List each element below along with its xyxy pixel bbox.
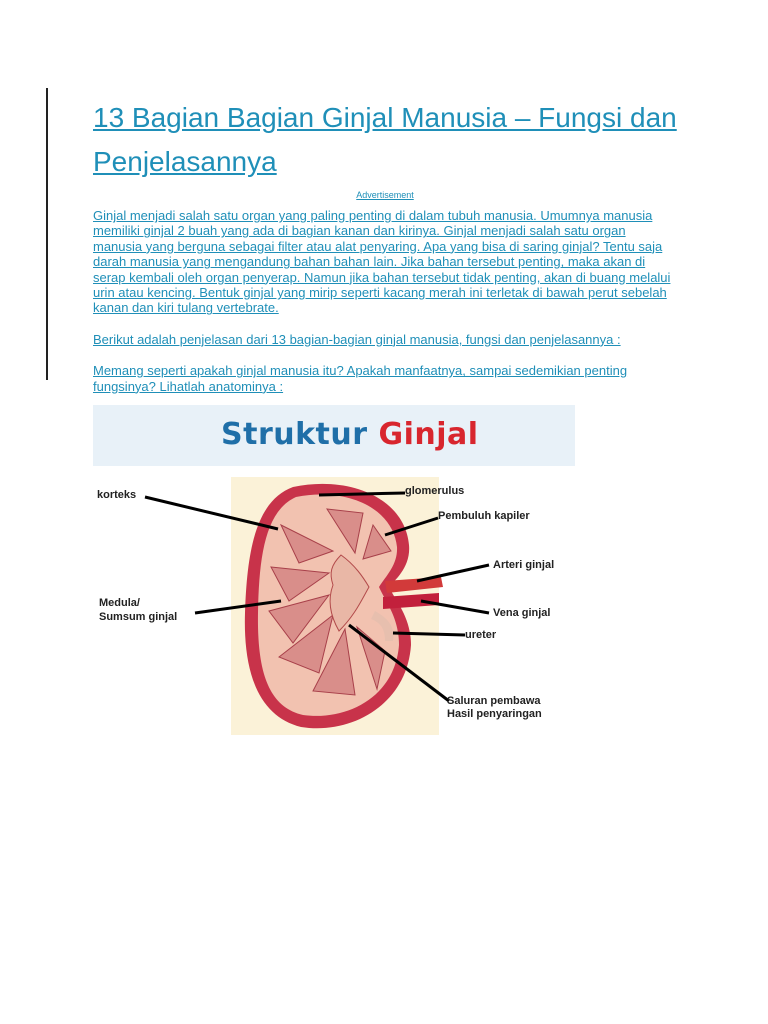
label-arteri-ginjal: Arteri ginjal <box>493 559 555 571</box>
label-sumsum-ginjal: Sumsum ginjal <box>99 611 178 623</box>
label-saluran-pembawa: Saluran pembawa <box>447 695 541 707</box>
explanation-paragraph[interactable]: Berikut adalah penjelasan dari 13 bagian-bagian ginjal manusia, fungsi dan penjelasannya : <box>93 331 621 347</box>
advertisement-label[interactable]: Advertisement <box>356 190 414 200</box>
label-pembuluh-kapiler: Pembuluh kapiler <box>438 510 530 522</box>
figure-title-word1: Struktur <box>221 417 368 452</box>
article-title[interactable]: 13 Bagian Bagian Ginjal Manusia – Fungsi dan Penjelasannya <box>93 102 677 177</box>
anatomy-paragraph[interactable]: Memang seperti apakah ginjal manusia itu? Apakah manfaatnya, sampai sedemikian penting fungsinya? Lihatlah anatominya : <box>93 363 628 394</box>
label-glomerulus: glomerulus <box>405 485 465 497</box>
kidney-diagram <box>93 405 575 737</box>
kidney-structure-figure <box>93 405 575 737</box>
figure-title-word2: Ginjal <box>378 417 479 452</box>
article-content <box>93 96 677 410</box>
label-vena-ginjal: Vena ginjal <box>493 607 551 619</box>
label-korteks: korteks <box>97 489 137 501</box>
label-ureter: ureter <box>465 629 497 641</box>
label-hasil-penyaringan: Hasil penyaringan <box>447 708 542 720</box>
left-margin-bar <box>46 88 48 380</box>
intro-paragraph[interactable]: Ginjal menjadi salah satu organ yang paling penting di dalam tubuh manusia. Umumnya manusia memiliki ginjal 2 buah yang ada di bagian kanan dan kirinya. Ginjal menjadi salah satu organ manusia yang berguna sebagai filter atau alat penyaring. Apa yang bisa di saring ginjal? Tentu saja darah manusia yang mengandung bahan bahan lain. Jika bahan tersebut penting, maka akan di serap kembali oleh organ penyerap. Namun jika bahan tersebut tidak penting, akan di buang melalui urin atau kencing. Bentuk ginjal yang mirip seperti kacang merah ini terletak di bawah perut sebelah kanan dan kiri tulang vertebrate. <box>93 208 671 316</box>
label-medula: Medula/ <box>99 597 140 609</box>
